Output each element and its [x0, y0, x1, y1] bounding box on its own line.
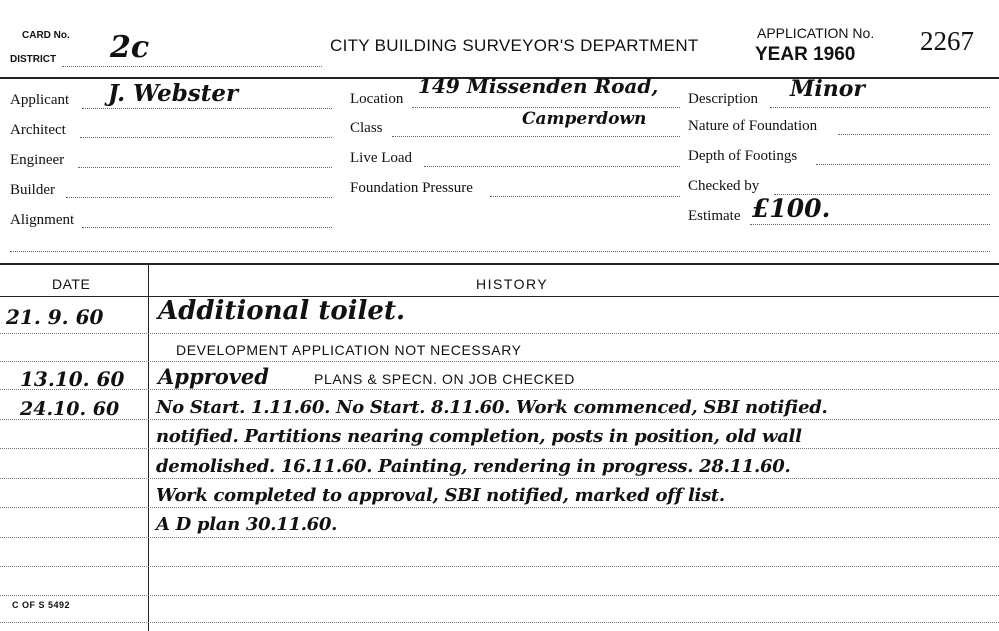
location-value: 149 Missenden Road, — [418, 74, 659, 98]
history-entry-5: notified. Partitions nearing completion, posts in position, old wall — [156, 426, 802, 447]
application-no-label: APPLICATION No. — [757, 25, 875, 41]
department-title: CITY BUILDING SURVEYOR'S DEPARTMENT — [330, 36, 699, 55]
estimate-label: Estimate — [688, 208, 741, 224]
class-value: Camperdown — [522, 109, 647, 129]
description-value: Minor — [790, 76, 865, 102]
card-no-value: 2c — [110, 30, 150, 65]
date-column-header: DATE — [52, 276, 91, 292]
checked-by-label: Checked by — [688, 178, 760, 194]
history-entry-4: No Start. 1.11.60. No Start. 8.11.60. Work commenced, SBI notified. — [156, 397, 828, 418]
history-date-3: 13.10. 60 — [20, 367, 125, 391]
live-load-label: Live Load — [350, 150, 413, 166]
card-no-label: CARD No. — [22, 30, 70, 41]
nature-of-foundation-label: Nature of Foundation — [688, 118, 818, 134]
applicant-value: J. Webster — [108, 80, 239, 107]
history-date-4: 24.10. 60 — [20, 398, 120, 420]
year-label: YEAR 1960 — [755, 44, 856, 65]
history-entry-3: PLANS & SPECN. ON JOB CHECKED — [314, 371, 575, 387]
history-entry-2: DEVELOPMENT APPLICATION NOT NECESSARY — [176, 342, 522, 358]
engineer-label: Engineer — [10, 152, 65, 168]
class-label: Class — [350, 120, 383, 136]
history-entry-1: Additional toilet. — [158, 296, 406, 326]
architect-label: Architect — [10, 122, 66, 138]
depth-of-footings-label: Depth of Footings — [688, 148, 798, 164]
history-entry-7: Work completed to approval, SBI notified, marked off list. — [156, 485, 725, 506]
history-entry-8: A D plan 30.11.60. — [156, 514, 338, 535]
application-no: 2267 — [920, 26, 974, 56]
applicant-label: Applicant — [10, 92, 70, 108]
alignment-label: Alignment — [10, 212, 75, 228]
estimate-value: £100. — [752, 194, 831, 223]
foundation-pressure-label: Foundation Pressure — [350, 180, 473, 196]
history-entry-6: demolished. 16.11.60. Painting, rendering in progress. 28.11.60. — [156, 456, 791, 477]
form-code: C OF S 5492 — [12, 600, 71, 610]
description-label: Description — [688, 91, 758, 107]
location-label: Location — [350, 91, 404, 107]
builder-label: Builder — [10, 182, 55, 198]
history-column-header: HISTORY — [476, 276, 549, 292]
history-date-1: 21. 9. 60 — [6, 305, 104, 329]
district-label: DISTRICT — [10, 54, 57, 65]
history-entry-3-approved: Approved — [158, 364, 269, 389]
